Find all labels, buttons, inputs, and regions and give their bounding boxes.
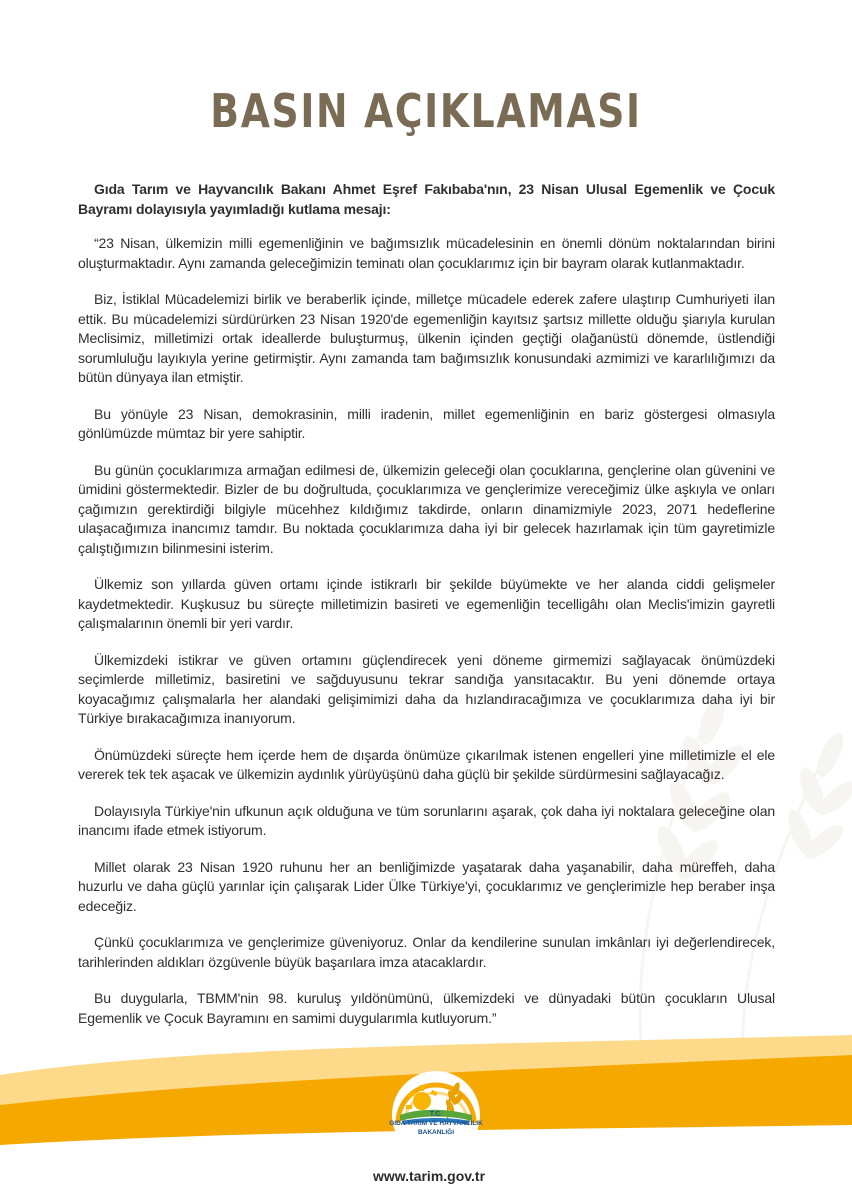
paragraph: Dolayısıyla Türkiye'nin ufkunun açık olduğuna ve tüm sorunlarını aşarak, çok daha iyi noktalara geleceğine olan inancımı ifade etmek istiyorum. xyxy=(78,802,775,838)
paragraph: Önümüzdeki süreçte hem içerde hem de dışarda önümüze çıkarılmak istenen engelleri yine milletimizle el ele vererek tek tek aşacak ve ülkemizin aydınlık yürüyüşünü daha güçlü bir şekilde sürdürmesini sağlayacağız. xyxy=(78,746,775,782)
paragraph: Bu günün çocuklarımıza armağan edilmesi de, ülkemizin geleceği olan çocuklarına, gençlerine olan güvenini ve ümidini göstermektedir. Bizler de bu doğrultuda, çocuklarımıza ve gençlerimize vereceğimiz ülke aşkıyla ve onları çağımızın gerektirdiği bilgiyle mücehhez kıldığımız takdirde, onların dinamizmiyle 2023, 2071 hedeflerine ulaşacağımıza inancımız tamdır. Bu noktada çocuklarımıza daha iyi bir gelecek hazırlamak için tüm gayretimizle çalıştığımızın bilinmesini isterim. xyxy=(78,461,775,556)
website-link[interactable]: www.tarim.gov.tr xyxy=(373,1168,486,1184)
paragraph: Çünkü çocuklarımıza ve gençlerimize güveniyoruz. Onlar da kendilerine sunulan imkânları iyi değerlendirecek, tarihlerinden aldıkları özgüvenle büyük başarılara imza atacaklardır. xyxy=(78,934,775,970)
paragraph: Biz, İstiklal Mücadelemizi birlik ve beraberlik içinde, milletçe mücadele ederek zafere ulaştırıp Cumhuriyeti ilan ettik. Bu mücadelemizi sürdürürken 23 Nisan 1920'de egemenliğin kayıtsız şartsız millette olduğu şiarıyla kurulan Meclisimiz, milletimizi ortak ideallerde buluşturmuş, ülkenin içinden geçtiği olağanüstü dönemde, üstlendiği sorumluluğu layıkıyla yerine getirmiştir. Aynı zamanda tam bağımsızlık konusundaki azmimizi ve kararlılığımızı da bütün dünyaya ilan etmiştir. xyxy=(78,291,775,385)
paragraph: Millet olarak 23 Nisan 1920 ruhunu her an benliğimizde yaşatarak daha yaşanabilir, daha müreffeh, daha huzurlu ve daha güçlü yarınlar için çalışarak Lider Ülke Türkiye'yi, çocuklarımız ve gençlerimizle hep beraber inşa edeceğiz. xyxy=(78,858,775,914)
ministry-logo-text xyxy=(376,1110,496,1137)
logo-tc: T.C. xyxy=(429,1111,443,1118)
page-title: BASIN AÇIKLAMASI xyxy=(210,84,642,138)
paragraph: Ülkemiz son yıllarda güven ortamı içinde istikrarlı bir şekilde büyümekte ve her alanda ciddi gelişmeler kaydetmektedir. Kuşkusuz bu süreçte milletimizin basireti ve egemenliğin tecelligâhı olan Meclis'imizin gayretli çalışmalarının önemli bir yeri vardır. xyxy=(78,576,775,631)
paragraph: Bu yönüyle 23 Nisan, demokrasinin, milli iradenin, millet egemenliğinin en bariz göstergesi olmasıyla gönlümüzde mümtaz bir yere sahiptir. xyxy=(78,405,775,441)
paragraph: Ülkemizdeki istikrar ve güven ortamını güçlendirecek yeni döneme girmemizi sağlayacak önümüzdeki seçimlerde milletimiz, basiretini ve sağduyusunu tekrar sandığa yansıtacaktır. Bu yeni dönemde ortaya koyacağımız çalışmalarla her alandaki gelişimimizi daha da hızlandıracağımıza ve çocuklarımıza daha iyi bir Türkiye bırakacağımıza inanıyorum. xyxy=(78,651,775,726)
logo-name-line1: GIDA TARIM VE HAYVANCILIK xyxy=(389,1120,483,1127)
intro-paragraph: Gıda Tarım ve Hayvancılık Bakanı Ahmet Eşref Fakıbaba'nın, 23 Nisan Ulusal Egemenlik ve Çocuk Bayramı dolayısıyla yayımladığı kutlama mesajı: xyxy=(78,181,775,217)
paragraph: “23 Nisan, ülkemizin milli egemenliğinin ve bağımsızlık mücadelesinin en önemli dönüm noktalarından birini oluşturmaktadır. Aynı zamanda geleceğimizin teminatı olan çocuklarımız için bir bayram olarak kutlanmaktadır. xyxy=(78,235,775,271)
press-release-body xyxy=(78,180,775,1045)
paragraph: Bu duygularla, TBMM'nin 98. kuruluş yıldönümünü, ülkemizdeki ve dünyadaki bütün çocukların Ulusal Egemenlik ve Çocuk Bayramını en samimi duygularımla kutluyorum.” xyxy=(78,990,775,1026)
logo-name-line2: BAKANLIĞI xyxy=(417,1129,455,1136)
